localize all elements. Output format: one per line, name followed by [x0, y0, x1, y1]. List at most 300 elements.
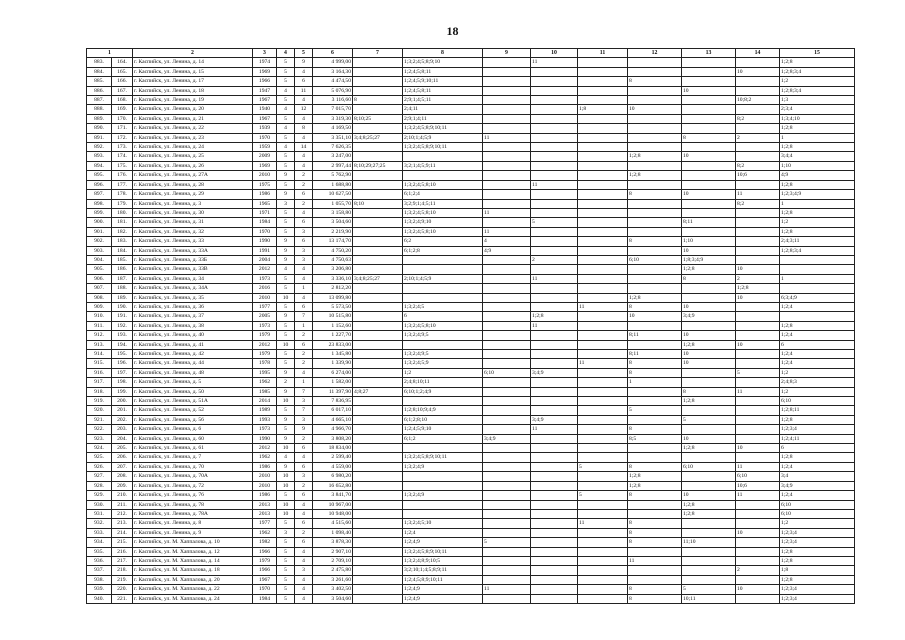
cell-work-code — [578, 227, 628, 236]
cell-work-code — [531, 190, 578, 199]
table-row — [87, 86, 855, 95]
cell-entrances: 4 — [295, 133, 313, 142]
cell-entrances: 3 — [295, 472, 313, 481]
cell-total-area: 13 174,70 — [313, 237, 353, 246]
cell-work-code: 1;2;4 — [403, 528, 483, 537]
cell-work-code — [736, 425, 780, 434]
cell-work-code — [578, 350, 628, 359]
cell-entrances: 4 — [295, 500, 313, 509]
cell-work-code: 1;2;4 — [780, 359, 855, 368]
cell-work-code: 2;9;1;4;11 — [403, 114, 483, 123]
table-row — [87, 481, 855, 490]
cell-work-code: 1;3;2;4;5;10 — [403, 519, 483, 528]
cell-row-number: 916. — [87, 368, 112, 377]
cell-work-code: 1;2;8 — [682, 444, 736, 453]
cell-work-code: 1;2;8 — [780, 547, 855, 556]
table-row — [87, 528, 855, 537]
cell-work-code: 2;4;8;3 — [780, 378, 855, 387]
cell-year-built: 1995 — [253, 368, 277, 377]
table-row — [87, 397, 855, 406]
cell-work-code: 1;2;8 — [780, 556, 855, 565]
cell-work-code — [483, 566, 531, 575]
cell-work-code — [353, 575, 403, 584]
table-row — [87, 96, 855, 105]
cell-work-code: 1;2 — [403, 368, 483, 377]
cell-work-code — [483, 284, 531, 293]
cell-work-code: 1;2 — [780, 368, 855, 377]
cell-year-built: 1975 — [253, 180, 277, 189]
cell-row-number: 924. — [87, 444, 112, 453]
cell-work-code: 8 — [682, 387, 736, 396]
cell-total-area: 4 750,63 — [313, 255, 353, 264]
cell-work-code — [531, 575, 578, 584]
cell-year-built: 1979 — [253, 556, 277, 565]
cell-work-code: 8;5 — [628, 434, 682, 443]
cell-address: г. Каспийск, ул. Ленина, д. 35 — [133, 293, 253, 302]
cell-address: г. Каспийск, ул. Ленина, д. 9 — [133, 528, 253, 537]
cell-total-area: 4 966,70 — [313, 425, 353, 434]
cell-entrances: 1 — [295, 321, 313, 330]
cell-work-code — [483, 500, 531, 509]
cell-address-number: 211. — [112, 500, 133, 509]
cell-address-number: 171. — [112, 124, 133, 133]
cell-work-code: 1;8;3;4;9 — [682, 255, 736, 264]
cell-work-code: 11 — [736, 190, 780, 199]
cell-address-number: 204. — [112, 434, 133, 443]
cell-work-code — [628, 227, 682, 236]
cell-work-code: 10;6 — [736, 171, 780, 180]
cell-address-number: 180. — [112, 208, 133, 217]
cell-work-code: 3;4;4 — [780, 152, 855, 161]
cell-year-built: 1940 — [253, 105, 277, 114]
cell-address: г. Каспийск, ул. Ленина, д. 27А — [133, 171, 253, 180]
cell-work-code: 1;2;4;9 — [403, 585, 483, 594]
cell-work-code — [736, 594, 780, 603]
cell-address: г. Каспийск, ул. Ленина, д. 3 — [133, 199, 253, 208]
cell-work-code — [682, 284, 736, 293]
cell-year-built: 1984 — [253, 594, 277, 603]
column-header: 9 — [483, 49, 531, 58]
cell-work-code — [578, 96, 628, 105]
cell-floors: 9 — [277, 237, 295, 246]
table-row — [87, 199, 855, 208]
cell-row-number: 897. — [87, 190, 112, 199]
cell-work-code: 8 — [628, 491, 682, 500]
cell-floors: 5 — [277, 180, 295, 189]
cell-work-code — [578, 161, 628, 170]
cell-work-code — [682, 293, 736, 302]
cell-entrances: 6 — [295, 491, 313, 500]
cell-work-code — [531, 331, 578, 340]
cell-floors: 4 — [277, 143, 295, 152]
cell-work-code — [628, 67, 682, 76]
cell-work-code — [628, 114, 682, 123]
cell-address: г. Каспийск, ул. Ленина, д. 32 — [133, 227, 253, 236]
cell-floors: 5 — [277, 425, 295, 434]
cell-work-code: 1;3;2;4;5;8;10 — [403, 321, 483, 330]
cell-total-area: 10 948,00 — [313, 509, 353, 518]
cell-address: г. Каспийск, ул. Ленина, д. 29 — [133, 190, 253, 199]
cell-work-code — [483, 143, 531, 152]
cell-work-code: 1;2;4;5;8;11 — [403, 86, 483, 95]
cell-year-built: 2010 — [253, 171, 277, 180]
cell-work-code — [353, 547, 403, 556]
cell-address: г. Каспийск, ул. Ленина, д. 8 — [133, 519, 253, 528]
cell-work-code: 10 — [628, 312, 682, 321]
cell-work-code: 1;3;2;4;9 — [403, 491, 483, 500]
cell-floors: 10 — [277, 500, 295, 509]
cell-work-code — [353, 397, 403, 406]
cell-work-code — [483, 312, 531, 321]
cell-year-built: 1989 — [253, 406, 277, 415]
cell-row-number: 925. — [87, 453, 112, 462]
cell-entrances: 6 — [295, 237, 313, 246]
cell-work-code — [578, 114, 628, 123]
cell-entrances: 4 — [295, 585, 313, 594]
cell-floors: 5 — [277, 585, 295, 594]
column-header: 15 — [780, 49, 855, 58]
cell-entrances: 4 — [295, 265, 313, 274]
cell-work-code — [483, 575, 531, 584]
cell-row-number: 893. — [87, 152, 112, 161]
cell-row-number: 887. — [87, 96, 112, 105]
cell-year-built: 1970 — [253, 133, 277, 142]
table-row — [87, 500, 855, 509]
cell-address: г. Каспийск, ул. Ленина, д. 26 — [133, 161, 253, 170]
cell-work-code: 1;2;4;5;9;10;11 — [403, 77, 483, 86]
cell-row-number: 926. — [87, 462, 112, 471]
cell-address-number: 210. — [112, 491, 133, 500]
cell-floors: 5 — [277, 556, 295, 565]
cell-work-code — [403, 340, 483, 349]
cell-work-code: 1;8 — [780, 566, 855, 575]
table-row — [87, 171, 855, 180]
cell-work-code: 2 — [736, 566, 780, 575]
cell-work-code: 1;3;2;4;5 — [403, 302, 483, 311]
cell-work-code — [483, 86, 531, 95]
cell-row-number: 905. — [87, 265, 112, 274]
cell-work-code — [483, 359, 531, 368]
cell-work-code — [736, 321, 780, 330]
cell-address-number: 207. — [112, 462, 133, 471]
cell-work-code: 11;10 — [682, 538, 736, 547]
cell-entrances: 9 — [295, 58, 313, 67]
cell-row-number: 911. — [87, 321, 112, 330]
cell-work-code: 10 — [682, 359, 736, 368]
cell-work-code: 1;2;4 — [780, 331, 855, 340]
cell-floors: 5 — [277, 575, 295, 584]
cell-work-code — [628, 208, 682, 217]
cell-work-code — [531, 96, 578, 105]
table-row — [87, 105, 855, 114]
cell-row-number: 922. — [87, 425, 112, 434]
cell-work-code — [578, 594, 628, 603]
cell-address: г. Каспийск, ул. Ленина, д. 50 — [133, 387, 253, 396]
cell-work-code — [483, 321, 531, 330]
cell-work-code — [483, 425, 531, 434]
cell-work-code: 10 — [682, 190, 736, 199]
cell-entrances: 7 — [295, 406, 313, 415]
cell-work-code: 2 — [736, 133, 780, 142]
cell-work-code — [736, 255, 780, 264]
cell-work-code: 3;2;10;1;4;5;8;9;11 — [403, 566, 483, 575]
cell-work-code — [682, 368, 736, 377]
cell-year-built: 1978 — [253, 359, 277, 368]
cell-work-code: 1;2;3;4 — [780, 425, 855, 434]
table-row — [87, 114, 855, 123]
cell-work-code: 2;3;4 — [780, 105, 855, 114]
cell-work-code: 1;2;8 — [780, 124, 855, 133]
cell-work-code — [353, 585, 403, 594]
cell-floors: 5 — [277, 519, 295, 528]
cell-work-code: 2 — [531, 255, 578, 264]
cell-year-built: 1979 — [253, 331, 277, 340]
cell-work-code — [628, 284, 682, 293]
cell-year-built: 1990 — [253, 237, 277, 246]
cell-entrances: 4 — [295, 67, 313, 76]
cell-total-area: 6 017,10 — [313, 406, 353, 415]
cell-address: г. Каспийск, ул. Ленина, д. 56 — [133, 415, 253, 424]
cell-work-code — [353, 528, 403, 537]
cell-work-code — [578, 274, 628, 283]
cell-work-code: 6;1;2;8 — [403, 246, 483, 255]
cell-floors: 5 — [277, 133, 295, 142]
cell-total-area: 3 158,80 — [313, 208, 353, 217]
cell-total-area: 1 339,90 — [313, 359, 353, 368]
cell-total-area: 4 750,20 — [313, 246, 353, 255]
cell-entrances: 12 — [295, 105, 313, 114]
cell-total-area: 6 274,00 — [313, 368, 353, 377]
cell-work-code — [353, 481, 403, 490]
cell-address: г. Каспийск, ул. Ленина, д. 30 — [133, 208, 253, 217]
cell-work-code — [578, 340, 628, 349]
cell-work-code: 1;2;4;5;9;10 — [403, 425, 483, 434]
cell-work-code — [682, 161, 736, 170]
cell-work-code — [483, 77, 531, 86]
cell-work-code — [628, 143, 682, 152]
cell-work-code — [736, 519, 780, 528]
cell-work-code — [483, 58, 531, 67]
cell-work-code: 6;1;2;4 — [403, 190, 483, 199]
cell-work-code: 6;10 — [780, 509, 855, 518]
cell-work-code: 1;2;4;9 — [403, 538, 483, 547]
cell-total-area: 1 152,60 — [313, 321, 353, 330]
cell-row-number: 891. — [87, 133, 112, 142]
cell-work-code: 8 — [628, 368, 682, 377]
cell-work-code: 2 — [736, 274, 780, 283]
cell-work-code — [578, 368, 628, 377]
cell-floors: 9 — [277, 312, 295, 321]
cell-floors: 10 — [277, 481, 295, 490]
cell-work-code — [403, 509, 483, 518]
cell-work-code — [531, 67, 578, 76]
cell-total-area: 4 999,00 — [313, 58, 353, 67]
cell-entrances: 11 — [295, 86, 313, 95]
cell-entrances: 4 — [295, 594, 313, 603]
cell-total-area: 1 055,70 — [313, 199, 353, 208]
cell-work-code: 1 — [628, 378, 682, 387]
cell-year-built: 1959 — [253, 143, 277, 152]
table-row — [87, 312, 855, 321]
cell-entrances: 2 — [295, 350, 313, 359]
cell-year-built: 1967 — [253, 575, 277, 584]
cell-work-code — [483, 547, 531, 556]
cell-work-code — [531, 444, 578, 453]
cell-address-number: 194. — [112, 340, 133, 349]
cell-work-code — [353, 331, 403, 340]
cell-year-built: 1970 — [253, 585, 277, 594]
cell-work-code: 11 — [483, 227, 531, 236]
cell-work-code: 6 — [780, 444, 855, 453]
cell-floors: 5 — [277, 67, 295, 76]
cell-work-code — [483, 67, 531, 76]
cell-total-area: 3 164,30 — [313, 67, 353, 76]
cell-floors: 5 — [277, 284, 295, 293]
cell-work-code — [578, 143, 628, 152]
table-row — [87, 340, 855, 349]
cell-work-code: 1 — [780, 199, 855, 208]
cell-year-built: 1947 — [253, 86, 277, 95]
cell-year-built: 2004 — [253, 255, 277, 264]
cell-work-code: 8 — [682, 274, 736, 283]
table-row — [87, 274, 855, 283]
cell-address-number: 214. — [112, 528, 133, 537]
cell-address: г. Каспийск, ул. Ленина, д. 24 — [133, 143, 253, 152]
cell-row-number: 936. — [87, 556, 112, 565]
cell-work-code: 6;3;4;9 — [780, 293, 855, 302]
cell-work-code — [353, 77, 403, 86]
cell-total-area: 11 397,90 — [313, 387, 353, 396]
cell-work-code — [483, 406, 531, 415]
cell-year-built: 1973 — [253, 274, 277, 283]
cell-total-area: 5 573,50 — [313, 302, 353, 311]
cell-work-code: 1;3;2;4;9;5 — [403, 350, 483, 359]
cell-work-code: 1;2;8;3;4 — [780, 246, 855, 255]
cell-year-built: 1986 — [253, 190, 277, 199]
cell-work-code — [531, 538, 578, 547]
cell-work-code: 1 — [780, 133, 855, 142]
cell-row-number: 935. — [87, 547, 112, 556]
cell-work-code — [403, 472, 483, 481]
cell-entrances: 2 — [295, 180, 313, 189]
cell-row-number: 903. — [87, 246, 112, 255]
cell-year-built: 2009 — [253, 152, 277, 161]
cell-row-number: 939. — [87, 585, 112, 594]
cell-work-code — [628, 397, 682, 406]
cell-row-number: 913. — [87, 340, 112, 349]
cell-work-code: 8;10;25 — [353, 114, 403, 123]
cell-work-code: 6;2 — [403, 237, 483, 246]
cell-floors: 10 — [277, 509, 295, 518]
cell-year-built: 1993 — [253, 415, 277, 424]
cell-year-built: 1939 — [253, 124, 277, 133]
cell-year-built: 1977 — [253, 302, 277, 311]
cell-row-number: 885. — [87, 77, 112, 86]
cell-total-area: 4 665,10 — [313, 415, 353, 424]
cell-work-code — [682, 547, 736, 556]
cell-work-code: 1;3;2;4;5;8;10 — [403, 180, 483, 189]
cell-work-code — [353, 425, 403, 434]
cell-row-number: 938. — [87, 575, 112, 584]
cell-work-code: 8;2 — [736, 161, 780, 170]
cell-address: г. Каспийск, ул. Ленина, д. 34 — [133, 274, 253, 283]
cell-work-code — [628, 180, 682, 189]
cell-floors: 5 — [277, 331, 295, 340]
cell-work-code: 5 — [682, 585, 736, 594]
cell-address-number: 178. — [112, 190, 133, 199]
cell-floors: 5 — [277, 96, 295, 105]
column-header: 5 — [295, 49, 313, 58]
cell-floors: 5 — [277, 274, 295, 283]
cell-work-code: 1;2;4;11 — [780, 434, 855, 443]
cell-work-code — [531, 237, 578, 246]
cell-work-code — [531, 265, 578, 274]
cell-entrances: 2 — [295, 434, 313, 443]
cell-row-number: 900. — [87, 218, 112, 227]
cell-total-area: 3 116,60 — [313, 96, 353, 105]
cell-row-number: 927. — [87, 472, 112, 481]
cell-work-code — [483, 190, 531, 199]
cell-work-code — [483, 199, 531, 208]
cell-work-code — [578, 425, 628, 434]
cell-work-code: 1;2;8 — [682, 397, 736, 406]
cell-row-number: 884. — [87, 67, 112, 76]
cell-work-code: 6;1;2 — [403, 434, 483, 443]
cell-total-area: 3 319,30 — [313, 114, 353, 123]
cell-work-code: 1;2;8 — [682, 265, 736, 274]
cell-work-code — [736, 406, 780, 415]
cell-work-code — [531, 556, 578, 565]
cell-work-code — [353, 208, 403, 217]
table-row — [87, 180, 855, 189]
cell-work-code — [531, 302, 578, 311]
cell-row-number: 890. — [87, 124, 112, 133]
cell-work-code — [628, 509, 682, 518]
cell-entrances: 14 — [295, 143, 313, 152]
cell-work-code — [353, 462, 403, 471]
cell-work-code — [353, 491, 403, 500]
cell-work-code: 10 — [736, 67, 780, 76]
cell-work-code — [682, 453, 736, 462]
cell-work-code — [531, 481, 578, 490]
cell-work-code — [531, 86, 578, 95]
cell-entrances: 4 — [295, 547, 313, 556]
cell-work-code: 6;10 — [483, 368, 531, 377]
table-row — [87, 575, 855, 584]
cell-work-code — [403, 500, 483, 509]
cell-work-code: 8;10 — [353, 199, 403, 208]
cell-work-code — [682, 58, 736, 67]
cell-work-code — [353, 143, 403, 152]
cell-work-code — [353, 566, 403, 575]
cell-work-code: 4;8;27 — [353, 387, 403, 396]
cell-work-code: 1;2;8 — [780, 58, 855, 67]
cell-work-code: 10;11 — [682, 594, 736, 603]
cell-work-code — [682, 180, 736, 189]
cell-total-area: 7 836,95 — [313, 397, 353, 406]
cell-work-code — [736, 434, 780, 443]
cell-work-code — [578, 255, 628, 264]
cell-entrances: 4 — [295, 274, 313, 283]
cell-work-code: 8 — [628, 302, 682, 311]
cell-work-code — [353, 284, 403, 293]
cell-work-code — [682, 481, 736, 490]
cell-entrances: 9 — [295, 425, 313, 434]
cell-floors: 3 — [277, 199, 295, 208]
cell-work-code: 10 — [736, 340, 780, 349]
cell-work-code — [353, 293, 403, 302]
cell-work-code — [628, 415, 682, 424]
